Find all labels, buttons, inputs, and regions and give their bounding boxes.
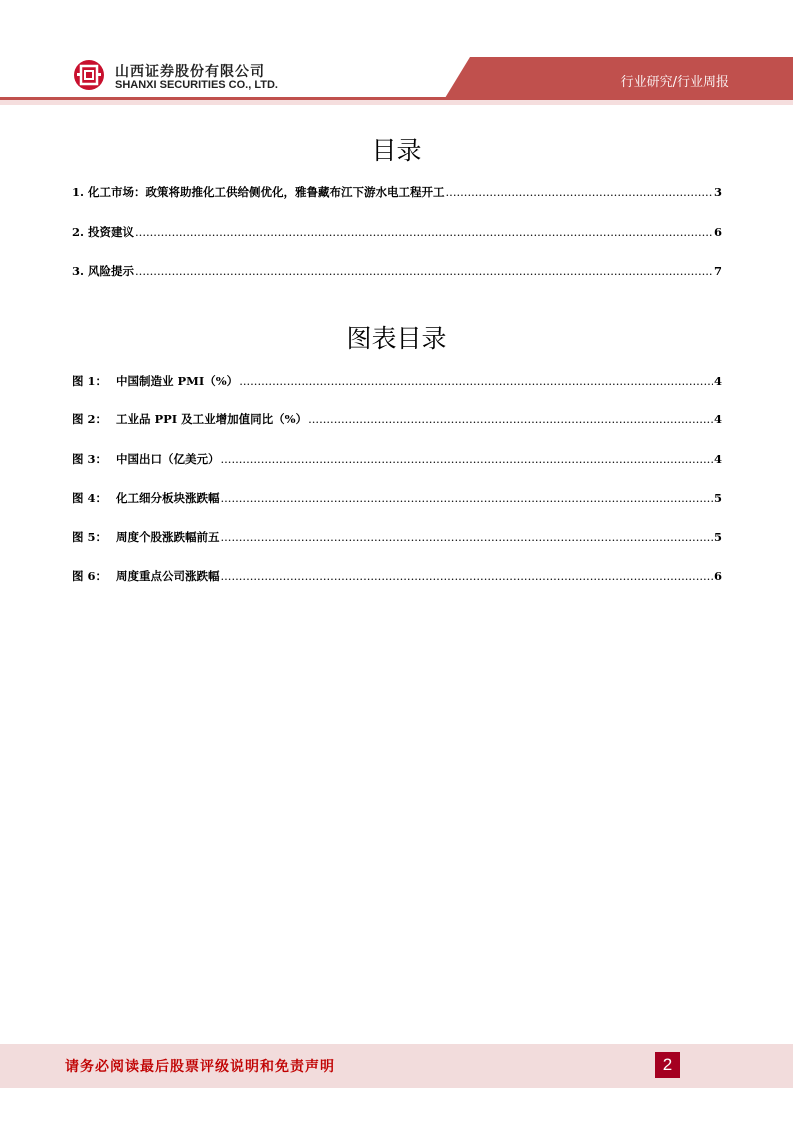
figure-entry[interactable]	[72, 568, 722, 584]
dot-leader	[221, 491, 713, 505]
company-name-cn: 山西证券股份有限公司	[115, 64, 265, 80]
dot-leader	[135, 225, 713, 239]
page-number: 2	[655, 1052, 680, 1078]
figure-label: 图 4：	[72, 491, 108, 505]
dot-leader	[446, 185, 713, 199]
footer-disclaimer: 请务必阅读最后股票评级说明和免责声明	[65, 1059, 335, 1075]
company-name-en: SHANXI SECURITIES CO., LTD.	[115, 79, 278, 91]
figure-label: 图 2：	[72, 412, 108, 426]
toc-entry-page: 7	[713, 264, 722, 278]
dot-leader	[221, 530, 713, 544]
header-shade	[0, 100, 793, 105]
figure-page: 5	[713, 491, 722, 505]
figure-label: 图 6：	[72, 569, 108, 583]
figure-text: 化工细分板块涨跌幅	[116, 491, 220, 505]
dot-leader	[239, 374, 713, 388]
figure-page: 5	[713, 530, 722, 544]
figure-text: 中国制造业 PMI（%）	[116, 374, 239, 388]
toc-title: 目录	[371, 136, 422, 165]
figure-text: 周度重点公司涨跌幅	[116, 569, 220, 583]
company-logo-icon	[73, 59, 105, 91]
figures-title: 图表目录	[346, 324, 447, 353]
figure-page: 6	[713, 569, 722, 583]
figure-page: 4	[713, 412, 722, 426]
figure-label: 图 1：	[72, 374, 108, 388]
figure-label: 图 3：	[72, 452, 108, 466]
figure-page: 4	[713, 374, 722, 388]
figure-entry[interactable]	[72, 529, 722, 545]
figure-text: 周度个股涨跌幅前五	[116, 530, 220, 544]
dot-leader	[135, 264, 713, 278]
toc-entry-text: 2. 投资建议	[72, 225, 135, 239]
toc-entry[interactable]	[72, 263, 722, 279]
dot-leader	[221, 569, 713, 583]
toc-entry-page: 6	[713, 225, 722, 239]
toc-entry[interactable]	[72, 224, 722, 240]
figure-page: 4	[713, 452, 722, 466]
figure-text: 工业品 PPI 及工业增加值同比（%）	[116, 412, 308, 426]
figure-label: 图 5：	[72, 530, 108, 544]
dot-leader	[221, 452, 713, 466]
toc-entry-text: 3. 风险提示	[72, 264, 135, 278]
figure-entry[interactable]	[72, 451, 722, 467]
toc-entry[interactable]	[72, 184, 722, 200]
report-type: 行业研究/行业周报	[620, 75, 729, 90]
figure-text: 中国出口（亿美元）	[116, 452, 220, 466]
figure-entry[interactable]	[72, 490, 722, 506]
toc-entry-text: 1. 化工市场：政策将助推化工供给侧优化，雅鲁藏布江下游水电工程开工	[72, 185, 445, 199]
toc-entry-page: 3	[713, 185, 722, 199]
figure-entry[interactable]	[72, 411, 722, 427]
dot-leader	[308, 412, 713, 426]
figure-entry[interactable]	[72, 373, 722, 389]
